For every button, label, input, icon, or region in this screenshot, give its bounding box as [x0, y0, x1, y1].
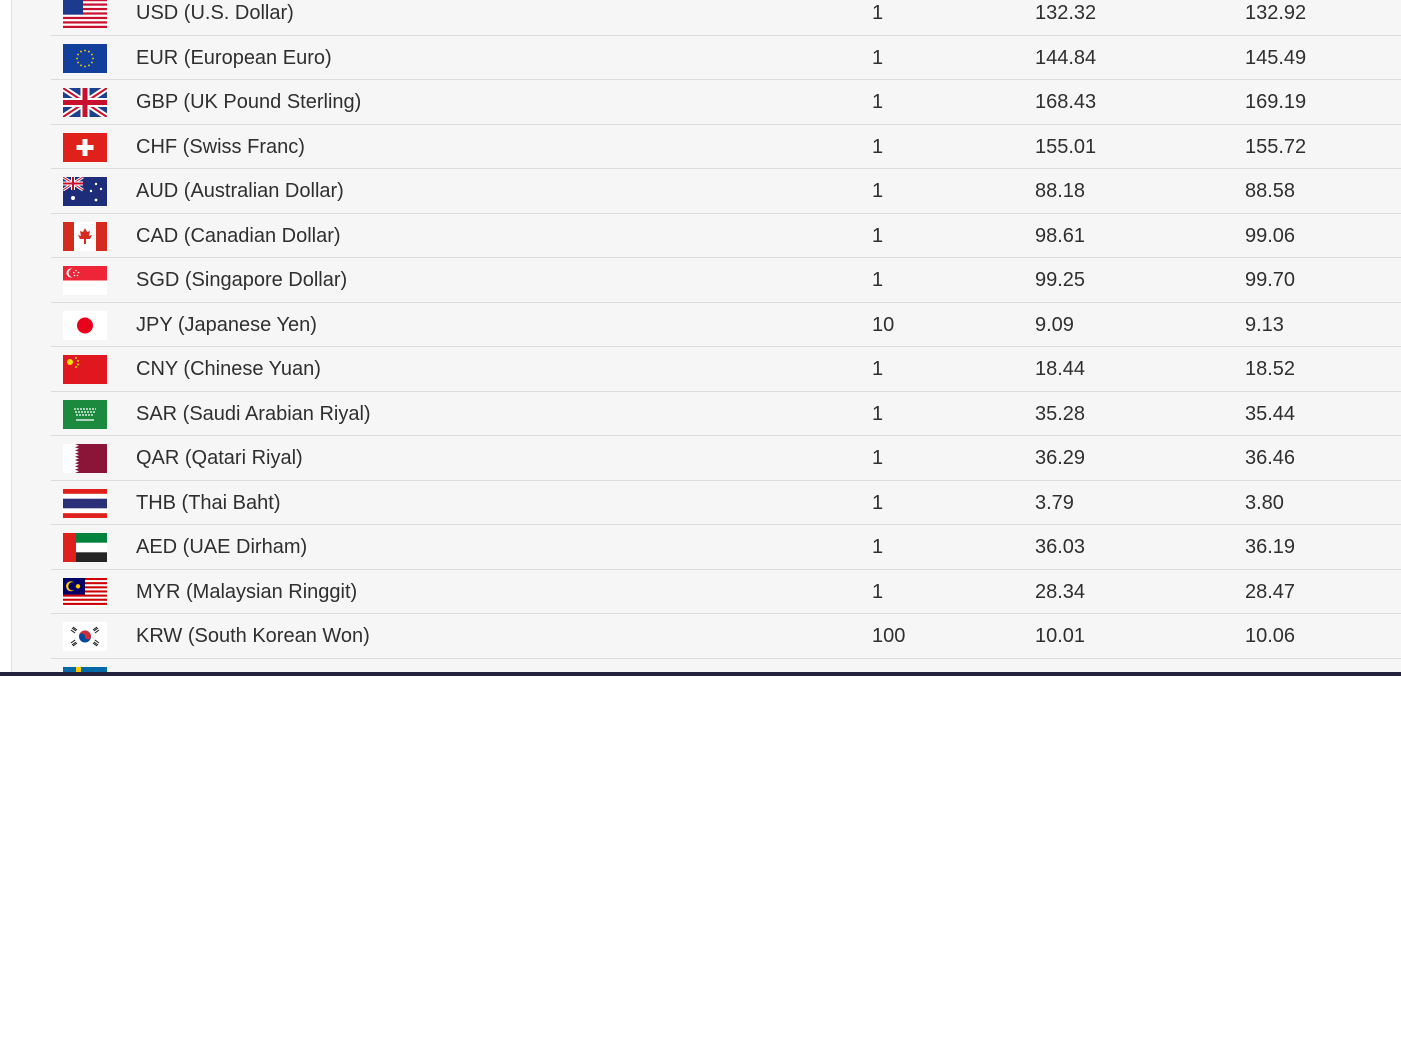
footer-divider — [0, 672, 1401, 676]
currency-unit: 1 — [872, 269, 884, 291]
currency-name: SAR (Saudi Arabian Riyal) — [136, 402, 371, 425]
buying-rate: 35.28 — [1035, 402, 1086, 425]
currency-unit: 1 — [872, 135, 884, 158]
buying-rate: 144.84 — [1035, 46, 1097, 69]
selling-rate: 132.92 — [1245, 2, 1307, 24]
currency-name: EUR (European Euro) — [136, 46, 332, 69]
eu-flag-icon — [63, 44, 107, 73]
us-flag-icon — [63, 0, 107, 28]
table-row — [51, 614, 1401, 659]
selling-rate: 9.13 — [1245, 313, 1284, 336]
table-row — [51, 258, 1401, 303]
buying-rate: 88.18 — [1035, 180, 1086, 202]
selling-rate: 36.19 — [1245, 536, 1296, 558]
buying-rate: 28.34 — [1035, 580, 1086, 603]
table-row — [51, 214, 1401, 259]
currency-unit: 1 — [872, 180, 884, 202]
panel-left-border — [0, 0, 12, 672]
buying-rate: 155.01 — [1035, 135, 1097, 158]
malaysia-flag-icon — [63, 578, 107, 607]
currency-name: GBP (UK Pound Sterling) — [136, 91, 362, 113]
currency-unit: 1 — [872, 358, 884, 380]
selling-rate: 145.49 — [1245, 46, 1307, 69]
selling-rate: 88.58 — [1245, 180, 1296, 202]
table-row — [51, 303, 1401, 348]
table-row — [51, 347, 1401, 392]
buying-rate: 98.61 — [1035, 224, 1086, 247]
currency-name: QAR (Qatari Riyal) — [136, 447, 303, 469]
currency-name: CHF (Swiss Franc) — [136, 135, 305, 158]
currency-name: AUD (Australian Dollar) — [136, 180, 344, 202]
qatar-flag-icon — [63, 444, 107, 473]
canada-flag-icon — [63, 222, 107, 251]
table-row — [51, 36, 1401, 81]
currency-name: JPY (Japanese Yen) — [136, 313, 317, 336]
currency-name: SGD (Singapore Dollar) — [136, 269, 348, 291]
currency-unit: 1 — [872, 91, 884, 113]
selling-rate: 35.44 — [1245, 402, 1296, 425]
table-row — [51, 570, 1401, 615]
table-row — [51, 481, 1401, 526]
table-row — [51, 80, 1401, 125]
thailand-flag-icon — [63, 489, 107, 518]
table-row — [51, 0, 1401, 36]
australia-flag-icon — [63, 177, 107, 206]
buying-rate: 132.32 — [1035, 2, 1097, 24]
currency-unit: 100 — [872, 625, 906, 647]
currency-unit: 1 — [872, 580, 884, 603]
currency-name: THB (Thai Baht) — [136, 491, 281, 514]
saudi-arabia-flag-icon — [63, 400, 107, 429]
currency-name: AED (UAE Dirham) — [136, 536, 308, 558]
currency-unit: 1 — [872, 224, 884, 247]
buying-rate: 18.44 — [1035, 358, 1086, 380]
currency-name: CAD (Canadian Dollar) — [136, 224, 341, 247]
currency-unit: 1 — [872, 491, 884, 514]
table-row — [51, 169, 1401, 214]
buying-rate: 168.43 — [1035, 91, 1097, 113]
currency-unit: 1 — [872, 402, 884, 425]
buying-rate: 99.25 — [1035, 269, 1086, 291]
table-row — [51, 525, 1401, 570]
selling-rate: 155.72 — [1245, 135, 1307, 158]
japan-flag-icon — [63, 311, 107, 340]
selling-rate: 99.06 — [1245, 224, 1296, 247]
selling-rate: 169.19 — [1245, 91, 1307, 113]
buying-rate: 36.03 — [1035, 536, 1086, 558]
buying-rate: 36.29 — [1035, 447, 1086, 469]
buying-rate: 9.09 — [1035, 313, 1074, 336]
table-row — [51, 436, 1401, 481]
buying-rate: 10.01 — [1035, 625, 1086, 647]
buying-rate: 3.79 — [1035, 491, 1074, 514]
table-row — [51, 392, 1401, 437]
uk-flag-icon — [63, 88, 107, 117]
selling-rate: 10.06 — [1245, 625, 1296, 647]
table-row — [51, 125, 1401, 170]
currency-unit: 1 — [872, 536, 884, 558]
currency-name: MYR (Malaysian Ringgit) — [136, 580, 358, 603]
exchange-rate-table — [51, 0, 1401, 676]
selling-rate: 36.46 — [1245, 447, 1296, 469]
currency-unit: 10 — [872, 313, 895, 336]
selling-rate: 18.52 — [1245, 358, 1296, 380]
china-flag-icon — [63, 355, 107, 384]
selling-rate: 3.80 — [1245, 491, 1284, 514]
currency-unit: 1 — [872, 2, 884, 24]
swiss-flag-icon — [63, 133, 107, 162]
selling-rate: 28.47 — [1245, 580, 1296, 603]
selling-rate: 99.70 — [1245, 269, 1296, 291]
uae-flag-icon — [63, 533, 107, 562]
south-korea-flag-icon — [63, 622, 107, 651]
currency-unit: 1 — [872, 46, 884, 69]
currency-name: KRW (South Korean Won) — [136, 625, 370, 647]
currency-name: USD (U.S. Dollar) — [136, 2, 294, 24]
currency-unit: 1 — [872, 447, 884, 469]
singapore-flag-icon — [63, 266, 107, 295]
currency-name: CNY (Chinese Yuan) — [136, 358, 321, 380]
